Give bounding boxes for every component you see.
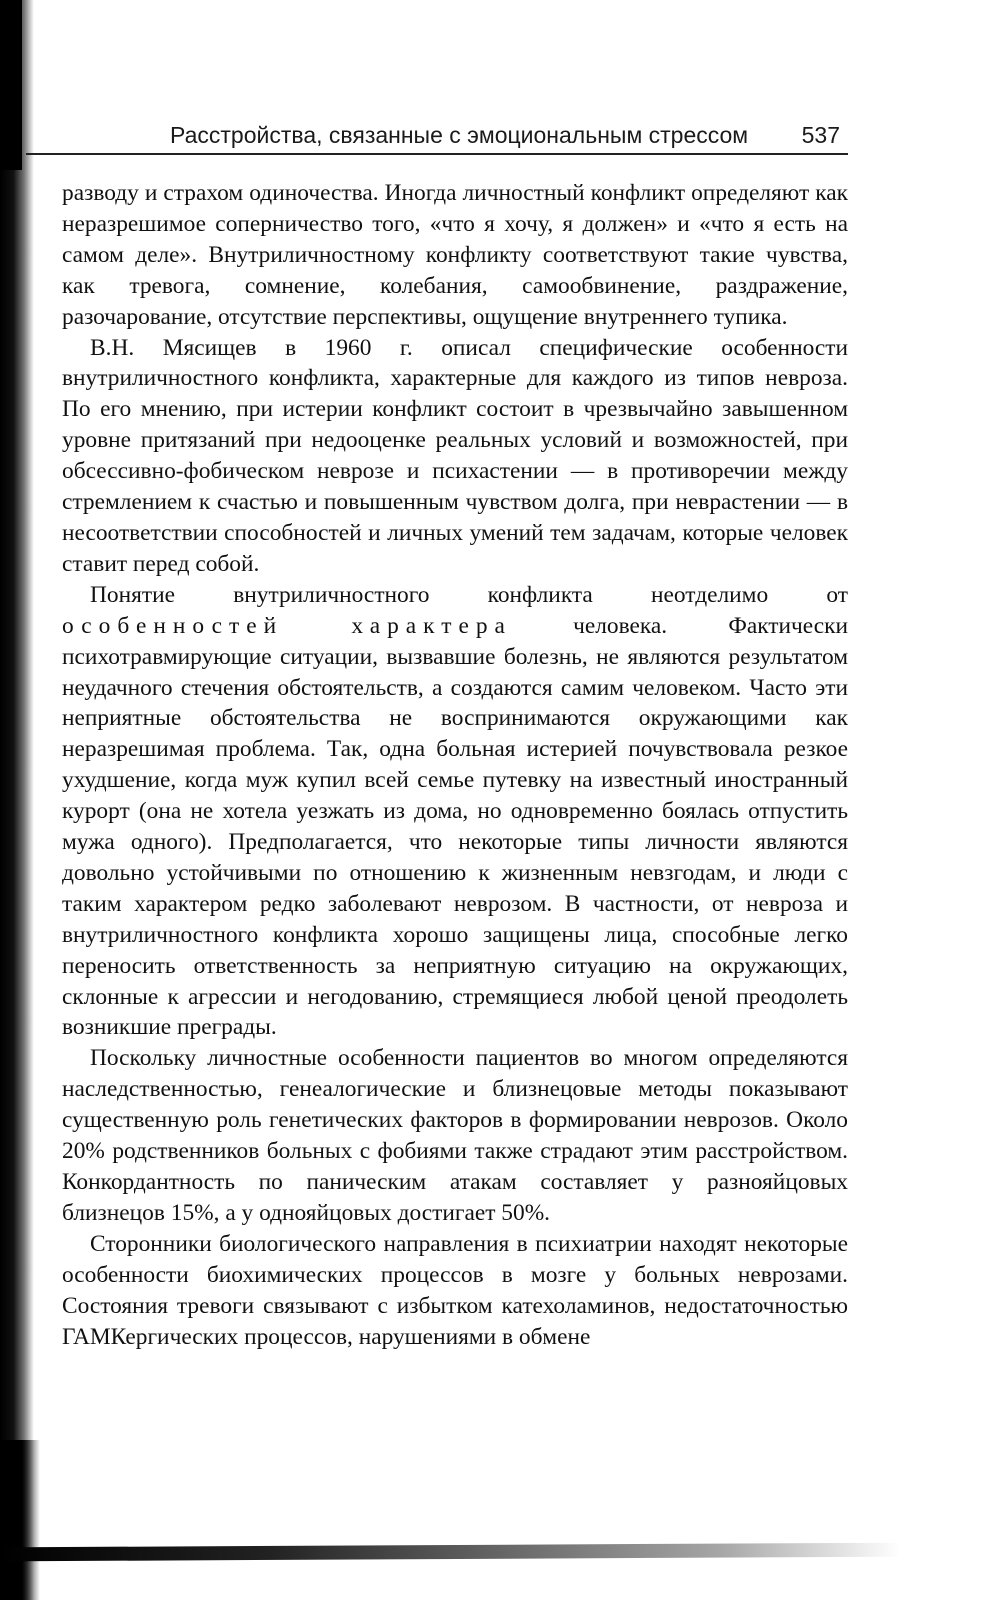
scan-edge-shadow: [0, 1543, 900, 1562]
binding-shadow-bottom: [0, 1440, 40, 1600]
paragraph-4: Поскольку личностные особенности пациентов во многом определяются наследственностью, генеалогические и близнецовые методы показывают существенную роль генетических факторов в формировании неврозов. Около 20% родственников больных с фобиями также страдают этим расстройством. Конкордантность по паническим атакам составляет у разнояйцовых близнецов 15%, а у однояйцовых достигает 50%.: [62, 1045, 848, 1226]
paragraph-1: разводу и страхом одиночества. Иногда личностный конфликт определяют как неразрешимое соперничество того, «что я хочу, я должен» и «что я есть на самом деле». Внутриличностному конфликту соответствуют такие чувства, как тревога, сомнение, колебания, самообвинение, раздражение, разочарование, отсутствие перспективы, ощущение внутреннего тупика.: [62, 180, 848, 330]
binding-shadow: [0, 0, 34, 1600]
paragraph-2: В.Н. Мясищев в 1960 г. описал специфические особенности внутриличностного конфликта, характерные для каждого из типов невроза. По его мнению, при истерии конфликт состоит в чрезвычайно завышенном уровне притязаний при недооценке реальных условий и возможностей, при обсессивно-фобическом неврозе и психастении — в противоречии между стремлением к счастью и повышенным чувством долга, при неврастении — в несоответствии способностей и личных умений тем задачам, которые человек ставит перед собой.: [62, 334, 848, 577]
paragraph-5: Сторонники биологического направления в психиатрии находят некоторые особенности биохимических процессов в мозге у больных неврозами. Состояния тревоги связывают с избытком катехоламинов, недостаточностью ГАМКергических процессов, нарушениями в обмене: [62, 1230, 848, 1350]
binding-shadow-top: [0, 0, 22, 170]
header-rule: [26, 153, 848, 155]
paragraph-3-start: Понятие внутриличностного конфликта неотделимо от: [90, 581, 848, 608]
running-header-title: Расстройства, связанные с эмоциональным стрессом: [170, 122, 749, 148]
running-header: [170, 122, 846, 154]
paragraph-3-emphasis: особенностей характера: [62, 612, 512, 639]
body-text: [62, 178, 848, 1352]
paragraph-3-rest: человека. Фактически психотравмирующие ситуации, вызвавшие болезнь, не являются результатом неудачного стечения обстоятельств, а создаются самим человеком. Часто эти неприятные обстоятельства не воспринимаются окружающими как неразрешимая проблема. Так, одна больная истерией почувствовала резкое ухудшение, когда муж купил всей семье путевку на известный иностранный курорт (она не хотела уезжать из дома, но одновременно боялась отпустить мужа одного). Предполагается, что некоторые типы личности являются довольно устойчивыми по отношению к жизненным невзгодам, и люди с таким характером редко заболевают неврозом. В частности, от невроза и внутриличностного конфликта хорошо защищены лица, способные легко переносить ответственность за неприятную ситуацию на окружающих, склонные к агрессии и негодованию, стремящиеся любой ценой преодолеть возникшие преграды.: [62, 612, 848, 1041]
page-number: 537: [801, 122, 840, 148]
paragraph-3: [62, 580, 848, 1044]
